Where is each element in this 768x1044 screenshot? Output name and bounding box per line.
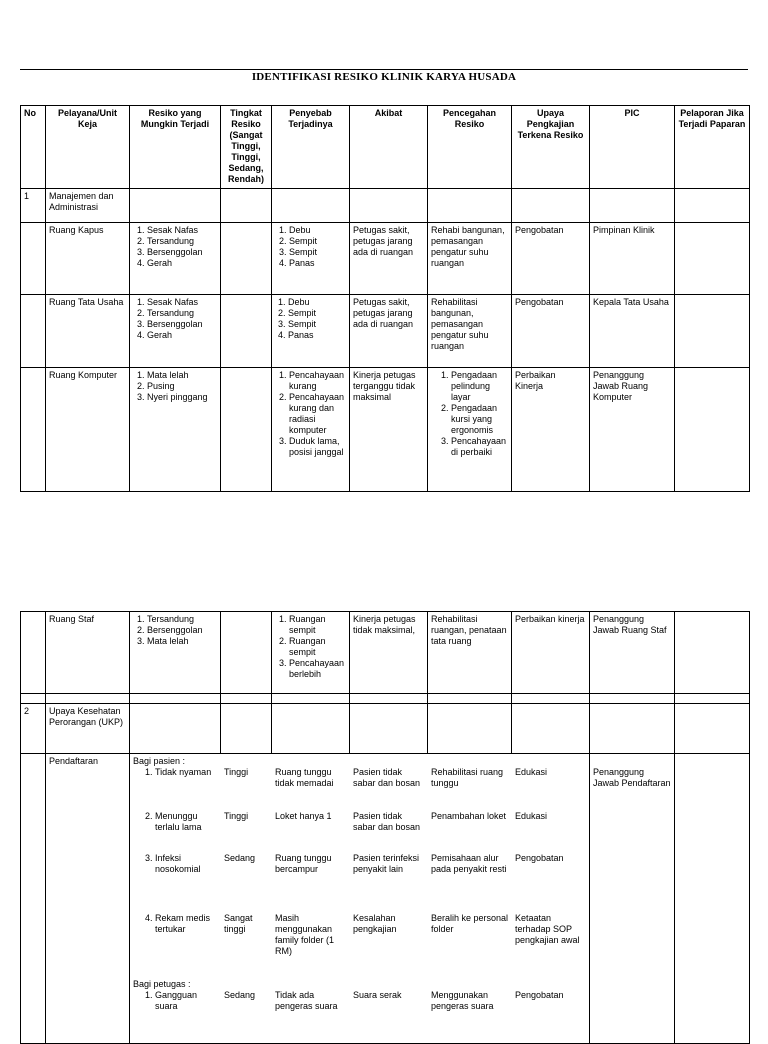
risk-table-page-2 [20, 611, 750, 1044]
risk-list [130, 223, 221, 295]
table-row [21, 295, 750, 368]
header-report: Pelaporan Jika Terjadi Paparan [675, 106, 750, 189]
prevention-cell: Rehabilitasi bangunan, pemasangan pengatur suhu ruangan [428, 295, 512, 368]
list-item: 1. Mata lelah [147, 370, 217, 381]
list-item: 4. Rekam medis tertukar [155, 913, 218, 935]
section-number: 2 [21, 704, 46, 754]
list-item: 1. Sesak Nafas [147, 225, 217, 236]
spacer-row [21, 694, 750, 704]
list-item: 4. Gerah [147, 330, 217, 341]
table-row [21, 612, 750, 694]
unit-name: Ruang Komputer [46, 368, 130, 492]
list-item [130, 811, 590, 853]
assessment-cell: Pengobatan [515, 853, 564, 863]
effect-cell: Pasien terinfeksi penyakit lain [353, 853, 420, 874]
prevention-cell: Menggunakan pengeras suara [431, 990, 494, 1011]
pic-cell: Penanggung Jawab Ruang Staf [590, 612, 675, 694]
header-cause: Penyebab Terjadinya [272, 106, 350, 189]
list-item: 1. Pencahayaan kurang [289, 370, 346, 392]
assessment-cell: Pengobatan [515, 990, 564, 1000]
effect-cell: Kinerja petugas terganggu tidak maksimal [350, 368, 428, 492]
effect-cell: Kesalahan pengkajian [353, 913, 397, 934]
list-item: 3. Duduk lama, posisi janggal [289, 436, 346, 458]
top-rule [20, 69, 748, 70]
header-level: Tingkat Resiko (Sangat Tinggi, Tinggi, Sedang, Rendah) [221, 106, 272, 189]
list-item: 2. Pusing [147, 381, 217, 392]
pic-cell: Penanggung Jawab Ruang Komputer [590, 368, 675, 492]
list-item [130, 979, 590, 1029]
list-item [130, 913, 590, 979]
document-title: IDENTIFIKASI RESIKO KLINIK KARYA HUSADA [251, 71, 517, 83]
section-number: 1 [21, 189, 46, 223]
section-row [21, 189, 750, 223]
pic-cell: Pimpinan Klinik [590, 223, 675, 295]
header-pic: PIC [590, 106, 675, 189]
prevention-cell: Rehabilitasi ruang tunggu [431, 767, 504, 788]
header-prevention: Pencegahan Resiko [428, 106, 512, 189]
list-item: 3. Pencahayaan di perbaiki [451, 436, 508, 458]
list-item: 2. Tersandung [147, 236, 217, 247]
assessment-cell: Edukasi [515, 811, 548, 821]
section-row [21, 704, 750, 754]
list-item: 1. Gangguan suara [155, 990, 218, 1012]
cause-list [272, 612, 350, 694]
assessment-cell: Pengobatan [512, 295, 590, 368]
header-effect: Akibat [350, 106, 428, 189]
cause-list [272, 368, 350, 492]
pendaftaran-details [130, 754, 590, 1044]
list-item: 3. Mata lelah [147, 636, 217, 647]
list-item: 4. Panas [289, 258, 346, 269]
table-row [21, 368, 750, 492]
cause-cell: Loket hanya 1 [275, 811, 332, 821]
list-item: 1. Ruangan sempit [289, 614, 346, 636]
unit-name: Ruang Staf [46, 612, 130, 694]
level-cell: Sedang [224, 990, 256, 1000]
table-row [21, 754, 750, 1044]
prevention-list [428, 368, 512, 492]
list-item: 3. Bersenggolan [147, 247, 217, 258]
table-row [21, 223, 750, 295]
list-item [130, 853, 590, 913]
prevention-cell: Pemisahaan alur pada penyakit resti [431, 853, 507, 874]
effect-cell: Petugas sakit, petugas jarang ada di ruangan [350, 295, 428, 368]
prevention-cell: Rehabilitasi ruangan, penataan tata ruang [428, 612, 512, 694]
list-item: 3. Pencahayaan berlebih [289, 658, 346, 680]
pic-cell: Kepala Tata Usaha [590, 295, 675, 368]
list-item [130, 754, 590, 811]
level-cell: Sangat tinggi [224, 913, 253, 934]
effect-cell: Kinerja petugas tidak maksimal, [350, 612, 428, 694]
effect-cell: Pasien tidak sabar dan bosan [353, 767, 421, 788]
effect-cell: Petugas sakit, petugas jarang ada di ruangan [350, 223, 428, 295]
cause-cell: Ruang tunggu bercampur [275, 853, 332, 874]
list-item: 3. Sempit [288, 319, 346, 330]
list-item: 4. Gerah [147, 258, 217, 269]
risk-list [130, 295, 221, 368]
section-name: Upaya Kesehatan Perorangan (UKP) [46, 704, 130, 754]
cause-cell: Masih menggunakan family folder (1 RM) [275, 913, 335, 956]
list-item: 2. Menunggu terlalu lama [155, 811, 218, 833]
risk-table-page-1 [20, 105, 750, 492]
list-item: 4. Panas [288, 330, 346, 341]
assessment-cell: Perbaikan kinerja [512, 612, 590, 694]
list-item: 1. Debu [289, 225, 346, 236]
list-item: 3. Sempit [289, 247, 346, 258]
risk-list [130, 612, 221, 694]
section-name: Manajemen dan Administrasi [46, 189, 130, 223]
list-item: 3. Infeksi nosokomial [155, 853, 218, 875]
list-item: 2. Sempit [288, 308, 346, 319]
prevention-cell: Penambahan loket [431, 811, 507, 821]
staff-label: Bagi petugas : [133, 979, 191, 989]
unit-name: Pendaftaran [46, 754, 130, 1044]
prevention-cell: Beralih ke personal folder [431, 913, 509, 934]
list-item: 2. Tersandung [147, 308, 217, 319]
list-item: 1. Debu [288, 297, 346, 308]
patient-label: Bagi pasien : [133, 756, 186, 766]
list-item: 2. Bersenggolan [147, 625, 217, 636]
risk-list [130, 368, 221, 492]
list-item: 1. Tidak nyaman [155, 767, 218, 778]
unit-name: Ruang Kapus [46, 223, 130, 295]
list-item: 1. Pengadaan pelindung layar [451, 370, 508, 403]
list-item: 3. Nyeri pinggang [147, 392, 217, 403]
effect-cell: Suara serak [353, 990, 402, 1000]
assessment-cell: Edukasi [515, 767, 548, 777]
header-no: No [21, 106, 46, 189]
list-item: 1. Tersandung [147, 614, 217, 625]
list-item: 2. Ruangan sempit [289, 636, 346, 658]
list-item: 2. Pencahayaan kurang dan radiasi komputer [289, 392, 346, 436]
cause-list [272, 223, 350, 295]
assessment-cell: Pengobatan [512, 223, 590, 295]
header-risk: Resiko yang Mungkin Terjadi [130, 106, 221, 189]
prevention-cell: Rehabi bangunan, pemasangan pengatur suhu ruangan [428, 223, 512, 295]
cause-cell: Tidak ada pengeras suara [275, 990, 338, 1011]
cause-cell: Ruang tunggu tidak memadai [275, 767, 334, 788]
list-item: 1. Sesak Nafas [147, 297, 217, 308]
header-assessment: Upaya Pengkajian Terkena Resiko [512, 106, 590, 189]
level-cell: Tinggi [224, 767, 249, 777]
level-cell: Tinggi [224, 811, 249, 821]
pic-cell: Penanggung Jawab Pendaftaran [590, 754, 675, 1044]
header-row [21, 106, 750, 189]
unit-name: Ruang Tata Usaha [46, 295, 130, 368]
cause-list [272, 295, 350, 368]
list-item: 2. Pengadaan kursi yang ergonomis [451, 403, 508, 436]
assessment-cell: Ketaatan terhadap SOP pengkajian awal [515, 913, 580, 945]
effect-cell: Pasien tidak sabar dan bosan [353, 811, 421, 832]
list-item: 2. Sempit [289, 236, 346, 247]
level-cell: Sedang [224, 853, 256, 863]
list-item: 3. Bersenggolan [147, 319, 217, 330]
assessment-cell: Perbaikan Kinerja [512, 368, 590, 492]
header-unit: Pelayana/Unit Keja [46, 106, 130, 189]
